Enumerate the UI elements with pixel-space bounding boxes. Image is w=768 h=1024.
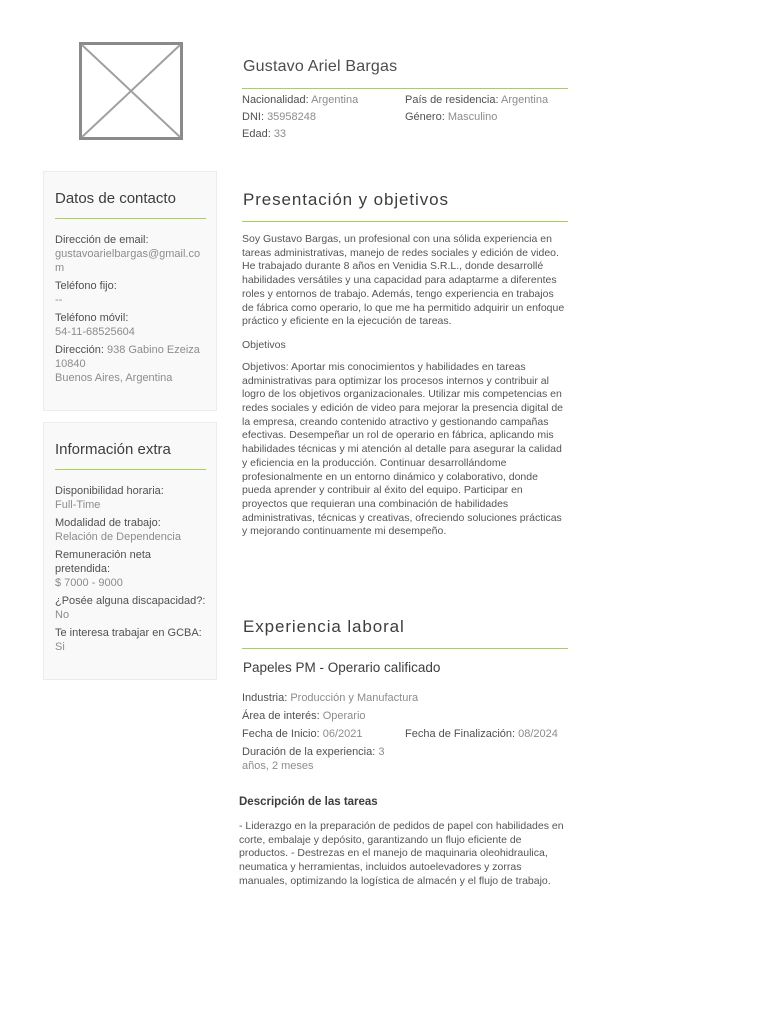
residence-field (405, 93, 568, 107)
start-date-field (242, 727, 405, 741)
tasks-description: - Liderazgo en la preparación de pedidos de papel con habilidades en corte, embalaje y depósito, garantizando un flujo eficiente de productos. - Destrezas en el manejo de maquinaria oleohidraulica, neumatica y herramientas, incluidos autoelevadores y zorras manuales, optimizando la logística de almacén y el flujo de trabajo. (239, 820, 564, 887)
contact-title: Datos de contacto (55, 190, 176, 207)
disability-label: ¿Posée alguna discapacidad?: (55, 595, 206, 607)
end-date-label: Fecha de Finalización: (405, 728, 516, 740)
divider (55, 469, 206, 470)
age-value: 33 (273, 128, 287, 140)
residence-value: Argentina (501, 94, 549, 106)
objectives-text: Objetivos: Aportar mis conocimientos y habilidades en tareas administrativas para optimizar los procesos internos y contribuir al logro de los objetivos organizacionales. Utilizar mis competencias en redes sociales y edición de video para mejorar la presencia digital de la empresa, creando contenido atractivo y gestionando campañas efectivas. Desempeñar un rol de operario en fábrica, aplicando mis habilidades técnicas y mi atención al detalle para asegurar la calidad y eficiencia en la producción. Continuar desarrollándome profesionalmente en un entorno dinámico y colaborativo, donde pueda aprender y contribuir al éxito del equipo. Participar en proyectos que requieran una combinación de habilidades administrativas, técnicas y creativas, ofreciendo soluciones prácticas y mejorando continuamente mi desempeño. (242, 360, 564, 538)
profile-photo-placeholder (79, 42, 183, 140)
start-date-label: Fecha de Inicio: (242, 728, 320, 740)
address-line2: Buenos Aires, Argentina (55, 372, 173, 384)
dni-value: 35958248 (267, 111, 317, 123)
salary-label: Remuneración neta pretendida: (55, 549, 152, 575)
availability-field (55, 484, 206, 512)
dni-label: DNI: (242, 111, 264, 123)
contact-box (43, 171, 217, 411)
profile-header (242, 58, 568, 141)
phone-field (55, 279, 206, 307)
presentation-section (242, 190, 568, 539)
gender-value: Masculino (447, 111, 498, 123)
disability-value: No (55, 609, 70, 621)
tasks-title: Descripción de las tareas (239, 796, 378, 808)
industry-label: Industria: (242, 692, 288, 704)
end-date-value: 08/2024 (518, 728, 558, 740)
image-placeholder-icon (79, 42, 183, 140)
area-value: Operario (322, 710, 366, 722)
area-label: Área de interés: (242, 710, 320, 722)
area-field (242, 709, 568, 723)
gcba-value: Si (55, 641, 65, 653)
disability-field (55, 594, 206, 622)
mobile-label: Teléfono móvil: (55, 312, 129, 324)
email-value[interactable]: gustavoarielbargas@gmail.com (55, 248, 201, 274)
start-date-value: 06/2021 (322, 728, 363, 740)
experience-title: Experiencia laboral (243, 617, 405, 636)
availability-label: Disponibilidad horaria: (55, 485, 164, 497)
address-line1: 938 Gabino Ezeiza 10840 (55, 344, 200, 370)
duration-field (242, 745, 392, 773)
experience-section (242, 617, 568, 773)
divider (242, 221, 568, 222)
industry-field (242, 691, 568, 705)
address-field (55, 343, 206, 385)
nationality-field (242, 93, 405, 107)
gender-label: Género: (405, 111, 445, 123)
nationality-value: Argentina (311, 94, 359, 106)
end-date-field (405, 727, 568, 741)
extra-info-box (43, 422, 217, 680)
phone-label: Teléfono fijo: (55, 280, 117, 292)
mobile-value: 54-11-68525604 (55, 326, 135, 338)
gcba-field (55, 626, 206, 654)
residence-label: País de residencia: (405, 94, 499, 106)
job-title: Papeles PM - Operario calificado (243, 660, 441, 675)
objectives-label: Objetivos (242, 338, 286, 351)
modality-field (55, 516, 206, 544)
duration-value: 3 años, 2 meses (242, 746, 385, 772)
presentation-title: Presentación y objetivos (243, 190, 449, 209)
age-label: Edad: (242, 128, 271, 140)
modality-value: Relación de Dependencia (55, 531, 181, 543)
mobile-field (55, 311, 206, 339)
personal-info (242, 93, 568, 141)
job-details (242, 691, 568, 773)
nationality-label: Nacionalidad: (242, 94, 309, 106)
tasks-section (239, 796, 569, 889)
industry-value: Producción y Manufactura (290, 692, 419, 704)
presentation-summary: Soy Gustavo Bargas, un profesional con una sólida experiencia en tareas administrativas, manejo de redes sociales y edición de video. He trabajado durante 8 años en Venidia S.R.L., donde desarrollé habilidades versátiles y una capacidad para adaptarme a diferentes roles y entornos de trabajo. Además, tengo experiencia en trabajos de fábrica como operario, lo que me ha permitido adquirir un enfoque práctico y eficiente en la ejecución de tareas. (242, 233, 565, 328)
email-field (55, 233, 206, 275)
address-label: Dirección: (55, 344, 104, 356)
email-label: Dirección de email: (55, 234, 149, 246)
divider (242, 648, 568, 649)
modality-label: Modalidad de trabajo: (55, 517, 161, 529)
duration-label: Duración de la experiencia: (242, 746, 376, 758)
salary-field (55, 548, 206, 590)
dni-field (242, 110, 405, 124)
availability-value: Full-Time (55, 499, 101, 511)
extra-title: Información extra (55, 441, 171, 458)
salary-value: $ 7000 - 9000 (55, 577, 123, 589)
age-field (242, 127, 405, 141)
candidate-name: Gustavo Ariel Bargas (243, 58, 398, 75)
gender-field (405, 110, 568, 124)
gcba-label: Te interesa trabajar en GCBA: (55, 627, 202, 639)
divider (242, 88, 568, 89)
phone-value: -- (55, 294, 63, 306)
divider (55, 218, 206, 219)
